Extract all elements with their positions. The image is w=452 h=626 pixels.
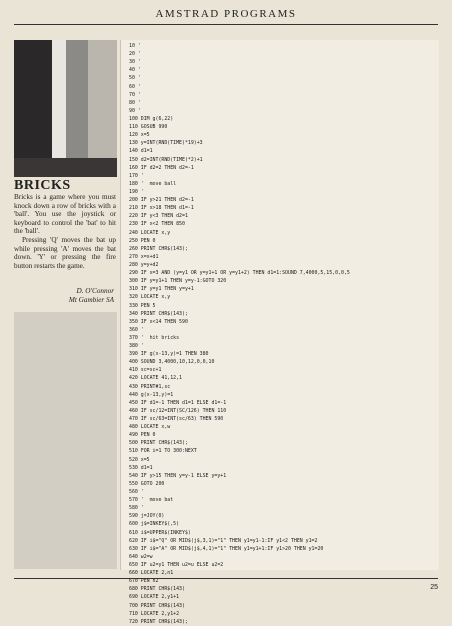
code-line: 100 DIM g(6,22) (129, 115, 174, 122)
page-number: 25 (430, 584, 438, 591)
author-location: Mt Gambier SA (68, 296, 114, 304)
listing-lines (129, 42, 350, 626)
code-line: 290 IF x=3 AND (y=y1 OR y=y1+1 OR y=y1+2) THEN d1=1:SOUND 7,4000,5,15,0,0,5 (129, 270, 350, 277)
code-line: 160 IF d2=2 THEN d2=-1 (129, 164, 194, 171)
author-name: D. O'Connor (76, 287, 114, 295)
code-line: 440 g(x-13,y)=1 (129, 391, 174, 398)
code-line: 660 LOCATE 2,n1 (129, 570, 174, 577)
code-line: 480 LOCATE x,w (129, 424, 171, 431)
code-line: 680 PRINT CHR$(143) (129, 586, 185, 593)
code-line: 590 j=JOY(0) (129, 513, 165, 520)
author-credit (14, 287, 114, 305)
grey-panel (14, 312, 117, 569)
code-line: 370 ' hit bricks (129, 334, 180, 341)
code-line: 30 ' (129, 59, 141, 66)
code-line: 270 x=x+d1 (129, 253, 159, 260)
code-line: 650 IF u2=y1 THEN u2=u ELSE u2=2 (129, 562, 224, 568)
code-line: 610 i$=UPPER$(INKEY$) (129, 529, 191, 536)
header-title: AMSTRAD PROGRAMS (155, 8, 297, 20)
code-line: 430 PRINT#1,sc (129, 383, 171, 390)
code-line: 570 ' move bat (129, 497, 174, 504)
code-line: 280 y=y+d2 (129, 261, 159, 268)
code-line: 460 IF sc/12=INT(SC/126) THEN 110 (129, 407, 227, 414)
code-line: 20 ' (129, 51, 141, 58)
code-line: 60 ' (129, 83, 141, 90)
code-line: 40 ' (129, 67, 141, 74)
code-line: 80 ' (129, 99, 141, 106)
code-line: 250 PEN 0 (129, 237, 156, 244)
code-line: 240 LOCATE x,y (129, 229, 171, 236)
code-line: 190 ' (129, 188, 144, 195)
code-line: 520 x=5 (129, 456, 150, 463)
code-line: 170 ' (129, 172, 144, 179)
code-line: 70 ' (129, 91, 141, 98)
code-line: 500 PRINT CHR$(143); (129, 440, 188, 447)
code-line: 130 y=INT(RND(TIME)*19)+3 (129, 140, 203, 147)
code-line: 550 GOTO 200 (129, 480, 165, 487)
code-line: 580 ' (129, 505, 144, 512)
code-line: 420 LOCATE 41,12,1 (129, 375, 182, 382)
code-line: 640 w2=w (129, 553, 153, 560)
article-description (14, 193, 116, 270)
code-line: 380 ' (129, 343, 144, 350)
code-line: 540 IF y>15 THEN y=y-1 ELSE y=y+1 (129, 472, 227, 479)
code-line: 200 IF y>21 THEN d2=-1 (129, 197, 194, 204)
description-paragraph: Pressing 'Q' moves the bat up while pressing 'A' moves the bat down. 'Y' or pressing the fire button restarts the game. (14, 235, 116, 270)
code-line: 120 x=5 (129, 132, 150, 139)
code-line: 220 IF y<3 THEN d2=1 (129, 213, 188, 220)
code-line: 110 GOSUB 990 (129, 124, 168, 131)
code-line: 210 IF x>18 THEN d1=-1 (129, 205, 194, 212)
code-line: 140 d1=1 (129, 148, 153, 155)
code-line: 320 LOCATE x,y (129, 294, 171, 301)
code-line: 560 ' (129, 489, 144, 496)
code-line: 400 SOUND 3,4000,10,12,0,0,10 (129, 359, 215, 366)
code-line: 10 ' (129, 43, 141, 49)
code-line: 150 d2=INT(RND(TIME)*2)+1 (129, 156, 203, 163)
code-line: 90 ' (129, 107, 141, 114)
code-line: 700 PRINT CHR$(143) (129, 602, 185, 609)
article-title: BRICKS (14, 178, 71, 193)
code-line: 330 PEN 5 (129, 302, 156, 309)
code-line: 50 ' (129, 75, 141, 82)
code-line: 340 PRINT CHR$(143); (129, 310, 188, 317)
footer-rule (14, 578, 438, 579)
code-line: 530 d1=1 (129, 464, 153, 471)
header-rule (14, 24, 438, 25)
page-header (0, 0, 452, 26)
description-paragraph: Bricks is a game where you must knock down a row of bricks with a 'ball'. You use the joystick or keyboard to control the 'bat' to hit the 'ball'. (14, 193, 116, 236)
code-line: 630 IF i$="A" OR MID$(j$,4,1)="1" THEN y1=y1+1:IF y1>20 THEN y1=20 (129, 545, 324, 552)
code-line: 390 IF g(x-13,y)=1 THEN 380 (129, 351, 209, 358)
code-line: 230 IF x<2 THEN 850 (129, 221, 185, 228)
code-line: 300 IF y=y1+1 THEN y=y-1:GOTO 320 (129, 278, 227, 285)
article-photo (14, 40, 117, 177)
code-line: 490 PEN 0 (129, 432, 156, 439)
code-line: 600 j$=INKEY$(,5) (129, 521, 180, 528)
code-line: 350 IF x<14 THEN 590 (129, 318, 188, 325)
code-line: 720 PRINT CHR$(143); (129, 618, 188, 625)
code-line: 670 PEN n2 (129, 578, 159, 585)
code-line: 470 IF sc/63=INT(sc/63) THEN 590 (129, 416, 224, 423)
program-listing (120, 40, 439, 625)
code-line: 690 LOCATE 2,y1+1 (129, 594, 180, 601)
code-line: 510 FOR i=1 TO 300:NEXT (129, 448, 197, 455)
code-line: 360 ' (129, 326, 144, 333)
code-line: 180 ' move ball (129, 180, 177, 187)
code-line: 410 sc=sc+1 (129, 367, 162, 374)
code-line: 310 IF y=y1 THEN y=y+1 (129, 286, 194, 293)
code-line: 710 LOCATE 2,y1+2 (129, 610, 180, 617)
code-line: 260 PRINT CHR$(143); (129, 245, 188, 252)
code-line: 620 IF i$="Q" OR MID$(j$,3,1)="1" THEN y1=y1-1:IF y1<2 THEN y1=2 (129, 537, 318, 544)
code-line: 450 IF d1=-1 THEN d1=1 ELSE d1=-1 (129, 399, 227, 406)
